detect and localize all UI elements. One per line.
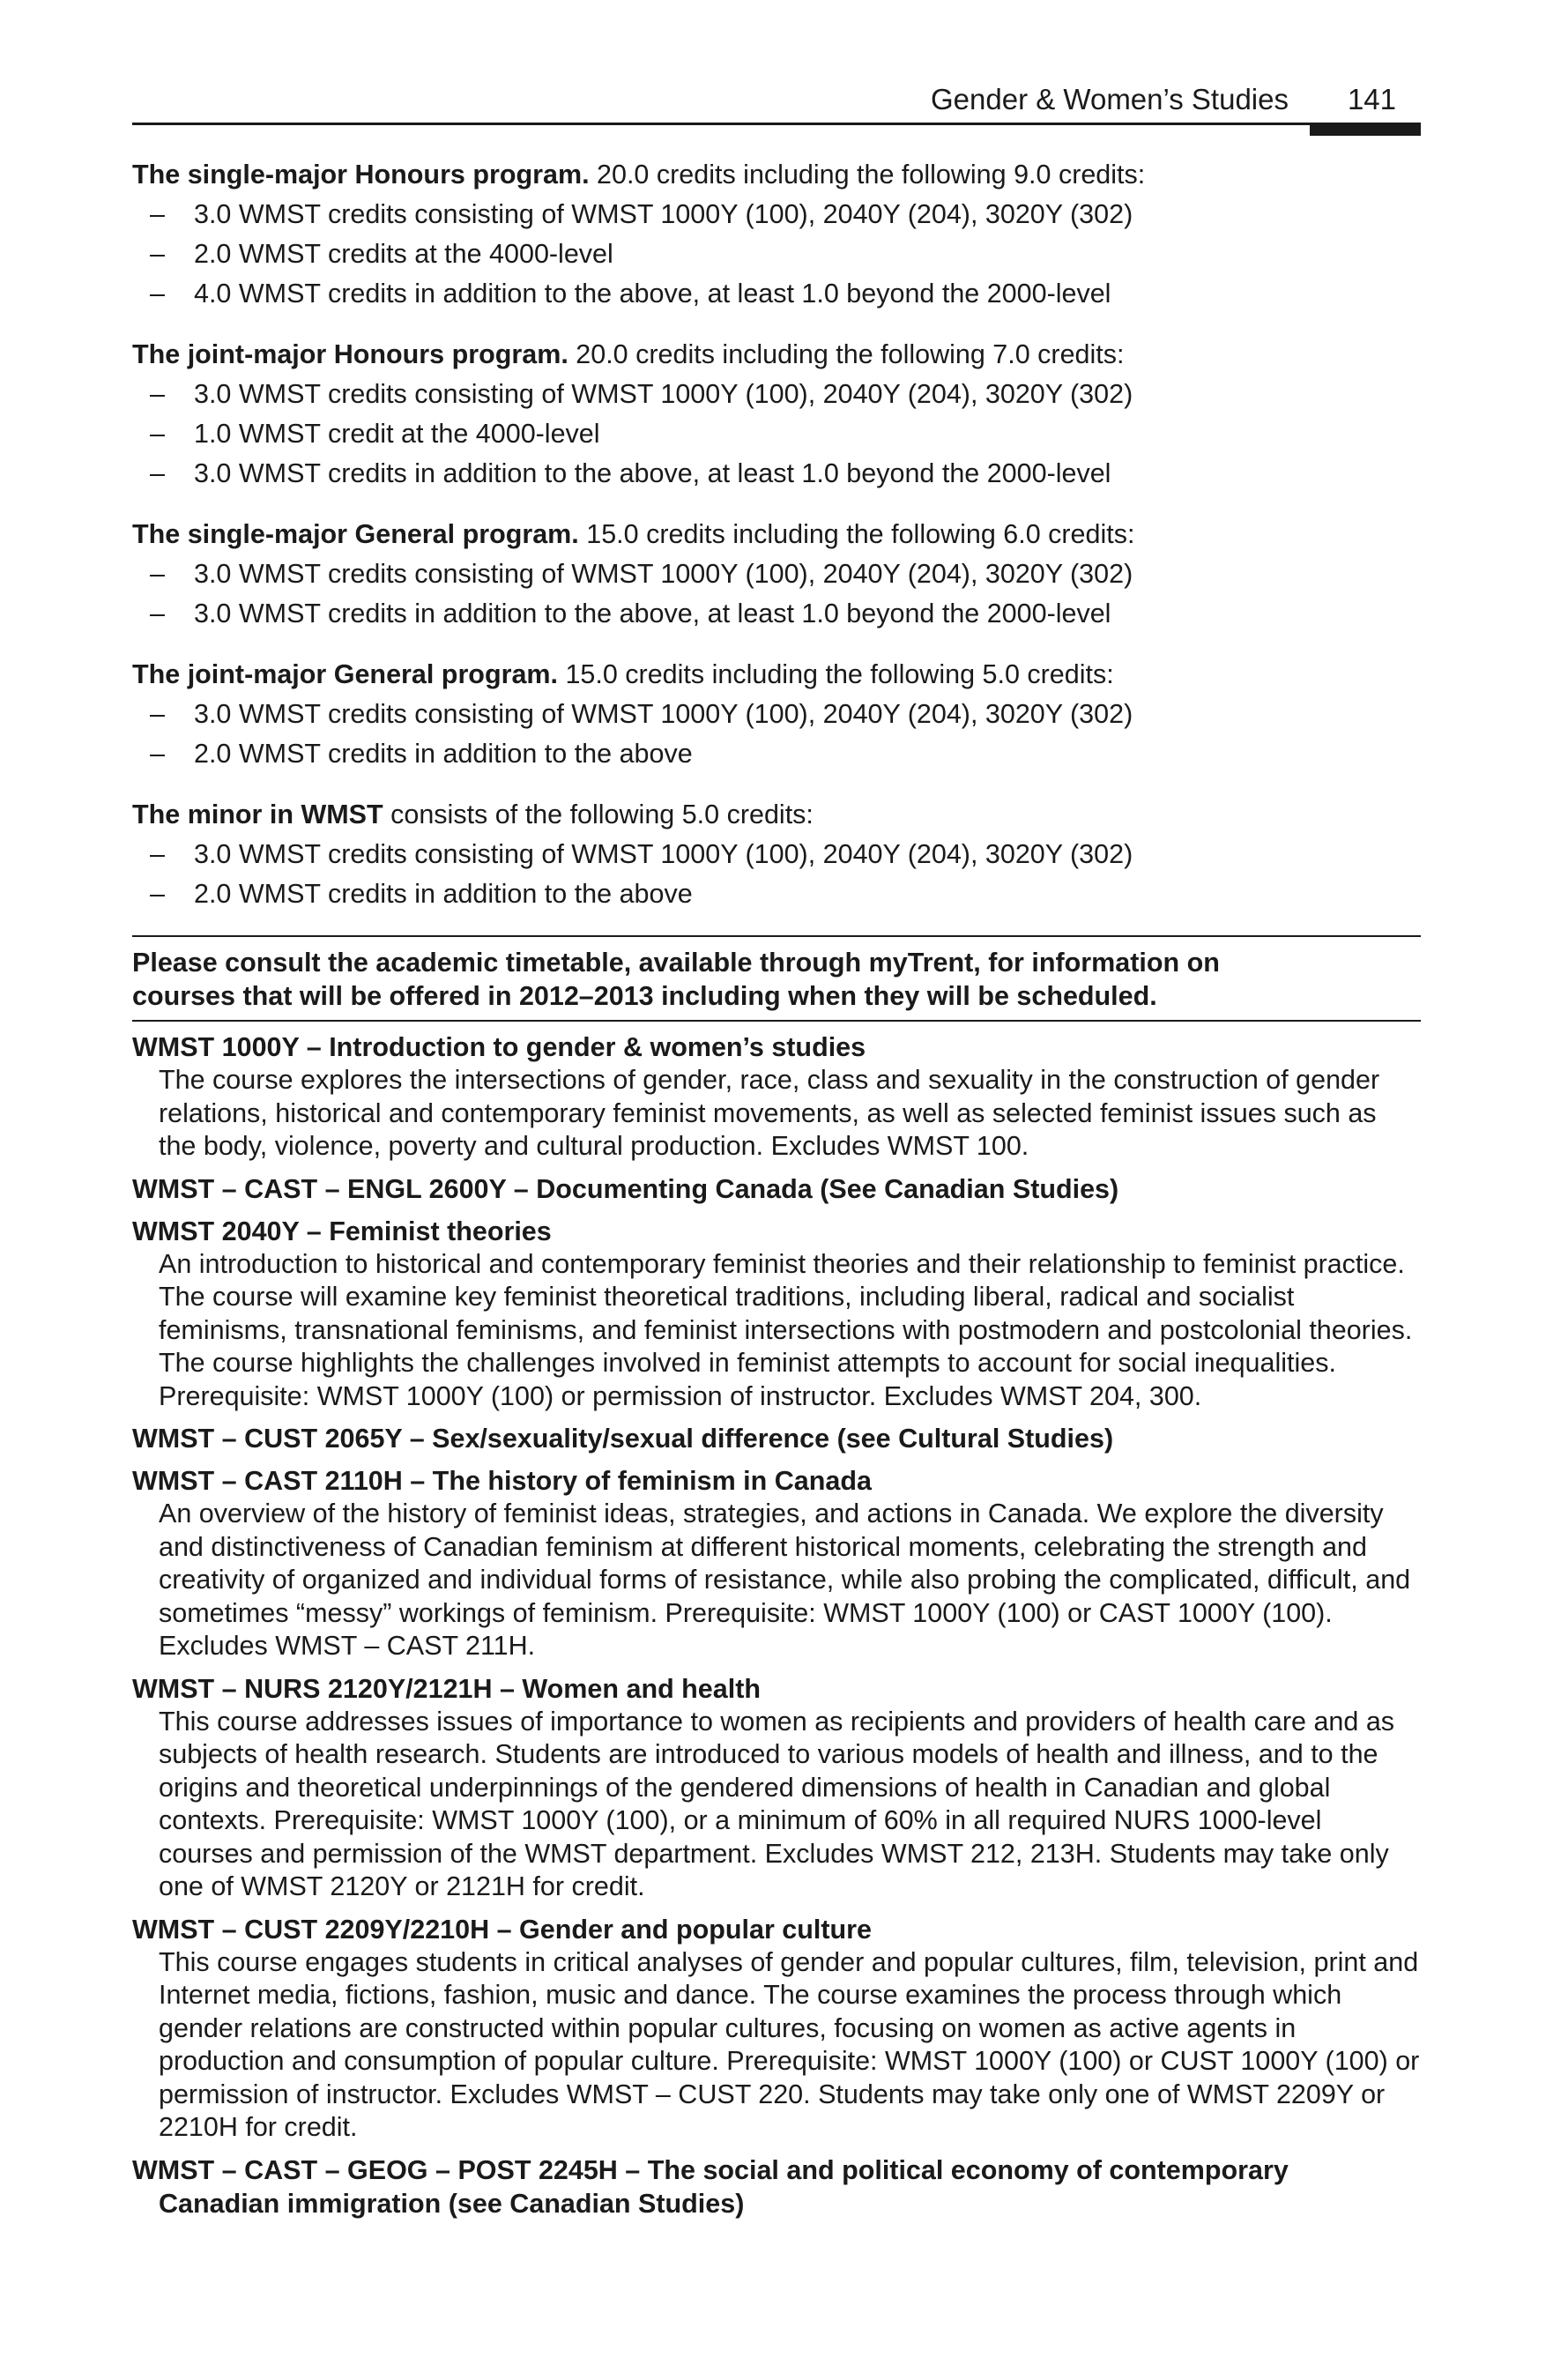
notice-line: Please consult the academic timetable, available through myTrent, for information on <box>132 948 1220 978</box>
program-heading <box>132 335 1421 375</box>
dash-bullet: – <box>150 739 165 769</box>
course-description: This course engages students in critical analyses of gender and popular cultures, film, television, print and Internet media, fictions, fashion, music and dance. The course examines the process through which gender relations are constructed within popular cultures, focusing on women as active agents in production and consumption of popular culture. Prerequisite: WMST 1000Y (100) or CUST 1000Y (100) or permission of instructor. Excludes WMST – CUST 220. Students may take only one of WMST 2209Y or 2210H for credit. <box>159 1946 1420 2142</box>
program-heading <box>132 655 1421 695</box>
requirement-item <box>132 874 1421 914</box>
requirement-text: 2.0 WMST credits in addition to the above <box>194 879 693 909</box>
dash-bullet: – <box>150 458 165 488</box>
header-rule <box>132 123 1421 125</box>
program-block <box>132 335 1421 494</box>
requirement-item <box>132 234 1421 274</box>
program-intro: 15.0 credits including the following 6.0 credits: <box>578 519 1135 549</box>
course-title <box>132 1215 1421 1248</box>
course-title <box>132 1030 1421 1064</box>
dash-bullet: – <box>150 279 165 309</box>
notice-line: courses that will be offered in 2012–2013 including when they will be scheduled. <box>132 981 1157 1011</box>
course-title-text: WMST – CUST 2065Y – Sex/sexuality/sexual difference (see Cultural Studies) <box>132 1424 1114 1454</box>
program-block <box>132 155 1421 314</box>
requirement-text: 2.0 WMST credits at the 4000-level <box>194 239 613 269</box>
course-entry <box>132 1913 1421 2145</box>
requirement-item <box>132 274 1421 314</box>
requirement-item <box>132 195 1421 234</box>
requirement-item <box>132 734 1421 774</box>
requirement-text: 3.0 WMST credits consisting of WMST 1000Y (100), 2040Y (204), 3020Y (302) <box>194 839 1133 869</box>
course-title-text: WMST 2040Y – Feminist theories <box>132 1216 552 1246</box>
program-requirements <box>132 155 1421 914</box>
program-title: The joint-major General program. <box>132 659 558 689</box>
dash-bullet: – <box>150 199 165 229</box>
dash-bullet: – <box>150 379 165 409</box>
program-heading <box>132 155 1421 195</box>
dash-bullet: – <box>150 699 165 729</box>
requirement-item <box>132 414 1421 454</box>
page-number-tab-marker <box>1310 125 1421 136</box>
course-entry <box>132 1172 1421 1206</box>
timetable-notice <box>132 935 1421 1022</box>
course-title-text: WMST – CAST 2110H – The history of feminism in Canada <box>132 1466 872 1496</box>
program-heading <box>132 795 1421 835</box>
program-block <box>132 655 1421 774</box>
program-intro: 20.0 credits including the following 9.0 credits: <box>589 160 1146 190</box>
course-entry <box>132 1422 1421 1455</box>
course-entry <box>132 1215 1421 1414</box>
program-title: The minor in WMST <box>132 800 383 829</box>
course-title-continuation: Canadian immigration (see Canadian Studies) <box>159 2188 745 2219</box>
requirement-text: 3.0 WMST credits consisting of WMST 1000Y (100), 2040Y (204), 3020Y (302) <box>194 559 1133 589</box>
requirement-text: 3.0 WMST credits in addition to the above, at least 1.0 beyond the 2000-level <box>194 599 1111 628</box>
dash-bullet: – <box>150 419 165 449</box>
program-title: The single-major Honours program. <box>132 160 590 190</box>
requirement-text: 3.0 WMST credits in addition to the above, at least 1.0 beyond the 2000-level <box>194 458 1111 488</box>
program-block <box>132 795 1421 914</box>
course-listing <box>132 1030 1421 2220</box>
course-entry <box>132 1030 1421 1164</box>
requirement-text: 2.0 WMST credits in addition to the above <box>194 739 693 769</box>
program-intro: 15.0 credits including the following 5.0 credits: <box>558 659 1114 689</box>
requirement-text: 1.0 WMST credit at the 4000-level <box>194 419 600 449</box>
requirement-text: 4.0 WMST credits in addition to the above, at least 1.0 beyond the 2000-level <box>194 279 1111 309</box>
requirement-text: 3.0 WMST credits consisting of WMST 1000Y (100), 2040Y (204), 3020Y (302) <box>194 699 1133 729</box>
program-heading <box>132 515 1421 554</box>
requirement-item <box>132 695 1421 734</box>
course-description: The course explores the intersections of gender, race, class and sexuality in the construction of gender relations, historical and contemporary feminist movements, as well as selected feminist issues such as the body, violence, poverty and cultural production. Excludes WMST 100. <box>159 1065 1380 1161</box>
running-head-title: Gender & Women’s Studies <box>931 83 1289 115</box>
requirement-item <box>132 375 1421 414</box>
program-intro: 20.0 credits including the following 7.0 credits: <box>568 339 1125 369</box>
dash-bullet: – <box>150 239 165 269</box>
course-title <box>132 1422 1421 1455</box>
course-title <box>132 1464 1421 1498</box>
requirement-text: 3.0 WMST credits consisting of WMST 1000Y (100), 2040Y (204), 3020Y (302) <box>194 199 1133 229</box>
requirement-item <box>132 554 1421 594</box>
course-title <box>132 1913 1421 1946</box>
course-description: An overview of the history of feminist ideas, strategies, and actions in Canada. We explore the diversity and distinctiveness of Canadian feminism at different historical moments, celebrating the strength and creativity of organized and individual forms of resistance, while also probing the complicated, difficult, and sometimes “messy” workings of feminism. Prerequisite: WMST 1000Y (100) or CAST 1000Y (100). Excludes WMST – CAST 211H. <box>159 1499 1411 1661</box>
course-title-text: WMST – CAST – GEOG – POST 2245H – The social and political economy of contemporary <box>132 2154 1289 2185</box>
program-block <box>132 515 1421 634</box>
course-entry <box>132 2153 1421 2220</box>
course-title-text: WMST – NURS 2120Y/2121H – Women and health <box>132 1673 761 1704</box>
course-title <box>132 1172 1421 1206</box>
program-intro: consists of the following 5.0 credits: <box>383 800 814 829</box>
page-header <box>132 76 1421 125</box>
requirement-item <box>132 835 1421 874</box>
program-title: The single-major General program. <box>132 519 579 549</box>
program-title: The joint-major Honours program. <box>132 339 568 369</box>
course-title-text: WMST 1000Y – Introduction to gender & women’s studies <box>132 1032 866 1062</box>
course-title-text: WMST – CUST 2209Y/2210H – Gender and popular culture <box>132 1914 872 1945</box>
page-content <box>132 155 1421 2220</box>
dash-bullet: – <box>150 559 165 589</box>
course-title <box>132 2153 1421 2220</box>
course-description: This course addresses issues of importance to women as recipients and providers of health care and as subjects of health research. Students are introduced to various models of health and illness, and to the origins and theoretical underpinnings of the gendered dimensions of health in Canadian and global contexts. Prerequisite: WMST 1000Y (100), or a minimum of 60% in all required NURS 1000-level courses and permission of the WMST department. Excludes WMST 212, 213H. Students may take only one of WMST 2120Y or 2121H for credit. <box>159 1706 1395 1901</box>
course-description: An introduction to historical and contemporary feminist theories and their relationship to feminist practice. The course will examine key feminist theoretical traditions, including liberal, radical and socialist feminisms, transnational feminisms, and feminist intersections with postmodern and postcolonial theories. The course highlights the challenges involved in feminist attempts to account for social inequalities. Prerequisite: WMST 1000Y (100) or permission of instructor. Excludes WMST 204, 300. <box>159 1248 1413 1411</box>
requirement-item <box>132 594 1421 634</box>
course-entry <box>132 1672 1421 1904</box>
page-number: 141 <box>1347 83 1396 115</box>
requirement-text: 3.0 WMST credits consisting of WMST 1000Y (100), 2040Y (204), 3020Y (302) <box>194 379 1133 409</box>
course-entry <box>132 1464 1421 1663</box>
dash-bullet: – <box>150 879 165 909</box>
dash-bullet: – <box>150 839 165 869</box>
requirement-item <box>132 454 1421 494</box>
dash-bullet: – <box>150 599 165 628</box>
course-title <box>132 1672 1421 1706</box>
course-title-text: WMST – CAST – ENGL 2600Y – Documenting Canada (See Canadian Studies) <box>132 1173 1119 1204</box>
